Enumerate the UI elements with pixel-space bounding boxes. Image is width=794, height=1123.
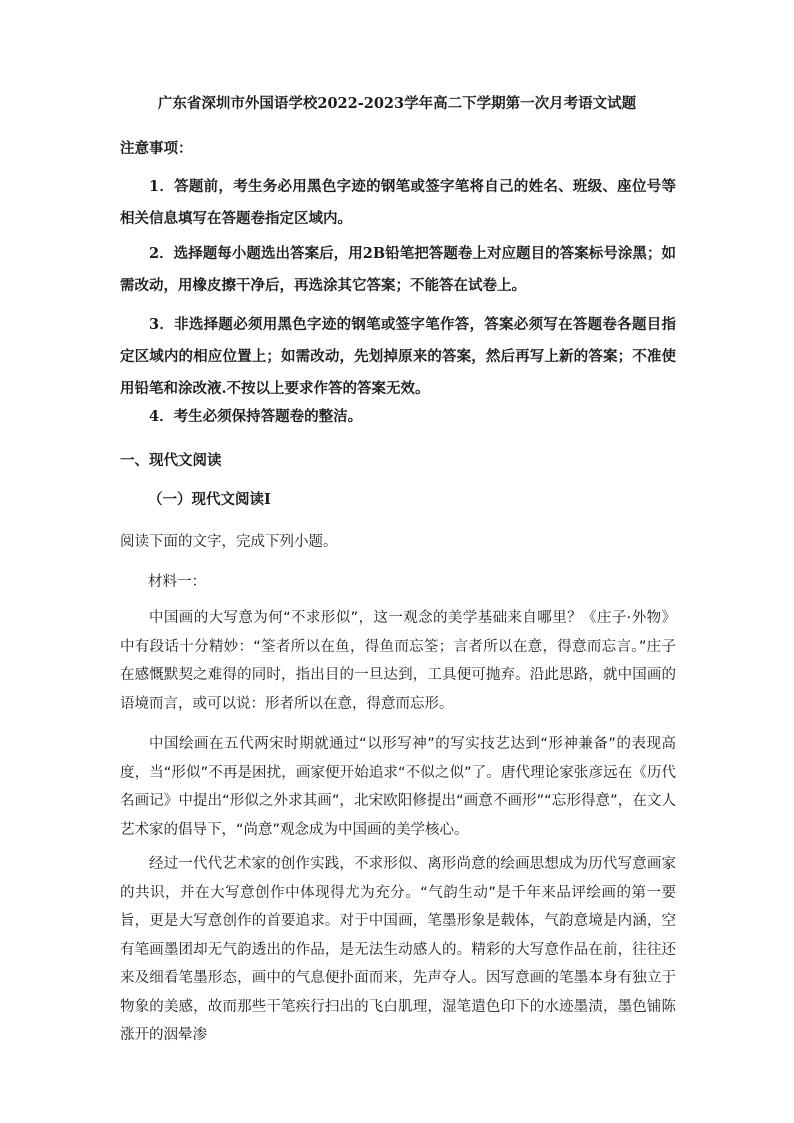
body-paragraph-3: 经过一代代艺术家的创作实践，不求形似、离形尚意的绘画思想成为历代写意画家的共识，并在大写意创作中体现得尤为充分。“气韵生动”是千年来品评绘画的第一要旨，更是大写意创作的首要追求。对于中国画，笔墨形象是载体，气韵意境是内涵，空有笔画墨团却无气韵透出的作品，是无法生动感人的。精彩的大写意作品在前，往往还来及细看笔墨形态，画中的气息便扑面而来，先声夺人。因写意画的笔墨本身有独立于物象的美感，故而那些干笔疾行扫出的飞白肌理，湿笔遣色印下的水迹墨渍，墨色铺陈涨开的洇晕渗 <box>120 856 676 1043</box>
material-label: 材料一： <box>148 574 206 590</box>
notice-item-2: 2．选择题每小题选出答案后，用2B铅笔把答题卷上对应题目的答案标号涂黑；如需改动，用橡皮擦干净后，再选涂其它答案；不能答在试卷上。 <box>120 245 676 294</box>
notice-heading: 注意事项： <box>120 140 193 157</box>
page-title: 广东省深圳市外国语学校2022-2023学年高二下学期第一次月考语文试题 <box>157 95 637 112</box>
body-paragraph-1: 中国画的大写意为何“不求形似”，这一观念的美学基础来自哪里？《庄子·外物》中有段话十分精妙：“筌者所以在鱼，得鱼而忘筌；言者所以在意，得意而忘言。”庄子在感慨默契之难得的同时，指出目的一旦达到，工具便可抛弃。沿此思路，就中国画的语境而言，或可以说：形者所以在意，得意而忘形。 <box>120 610 676 712</box>
subsection-heading: （一）现代文阅读Ⅰ <box>148 491 271 508</box>
reading-instruction: 阅读下面的文字，完成下列小题。 <box>120 534 338 550</box>
notice-item-3: 3．非选择题必须用黑色字迹的钢笔或签字笔作答，答案必须写在答题卷各题目指定区域内的相应位置上；如需改动，先划掉原来的答案，然后再写上新的答案；不准使用铅笔和涂改液.不按以上要求作答的答案无效。 <box>120 316 676 397</box>
notice-item-4: 4．考生必须保持答题卷的整洁。 <box>149 408 363 425</box>
body-paragraph-2: 中国绘画在五代两宋时期就通过“以形写神”的写实技艺达到“形神兼备”的表现高度，当“形似”不再是困扰，画家便开始追求“不似之似”了。唐代理论家张彦远在《历代名画记》中提出“形似之外求其画”，北宋欧阳修提出“画意不画形”“忘形得意”，在文人艺术家的倡导下，“尚意”观念成为中国画的美学核心。 <box>120 736 676 838</box>
section-heading: 一、现代文阅读 <box>120 452 222 469</box>
notice-item-1: 1．答题前，考生务必用黑色字迹的钢笔或签字笔将自己的姓名、班级、座位号等相关信息填写在答题卷指定区域内。 <box>120 178 676 227</box>
